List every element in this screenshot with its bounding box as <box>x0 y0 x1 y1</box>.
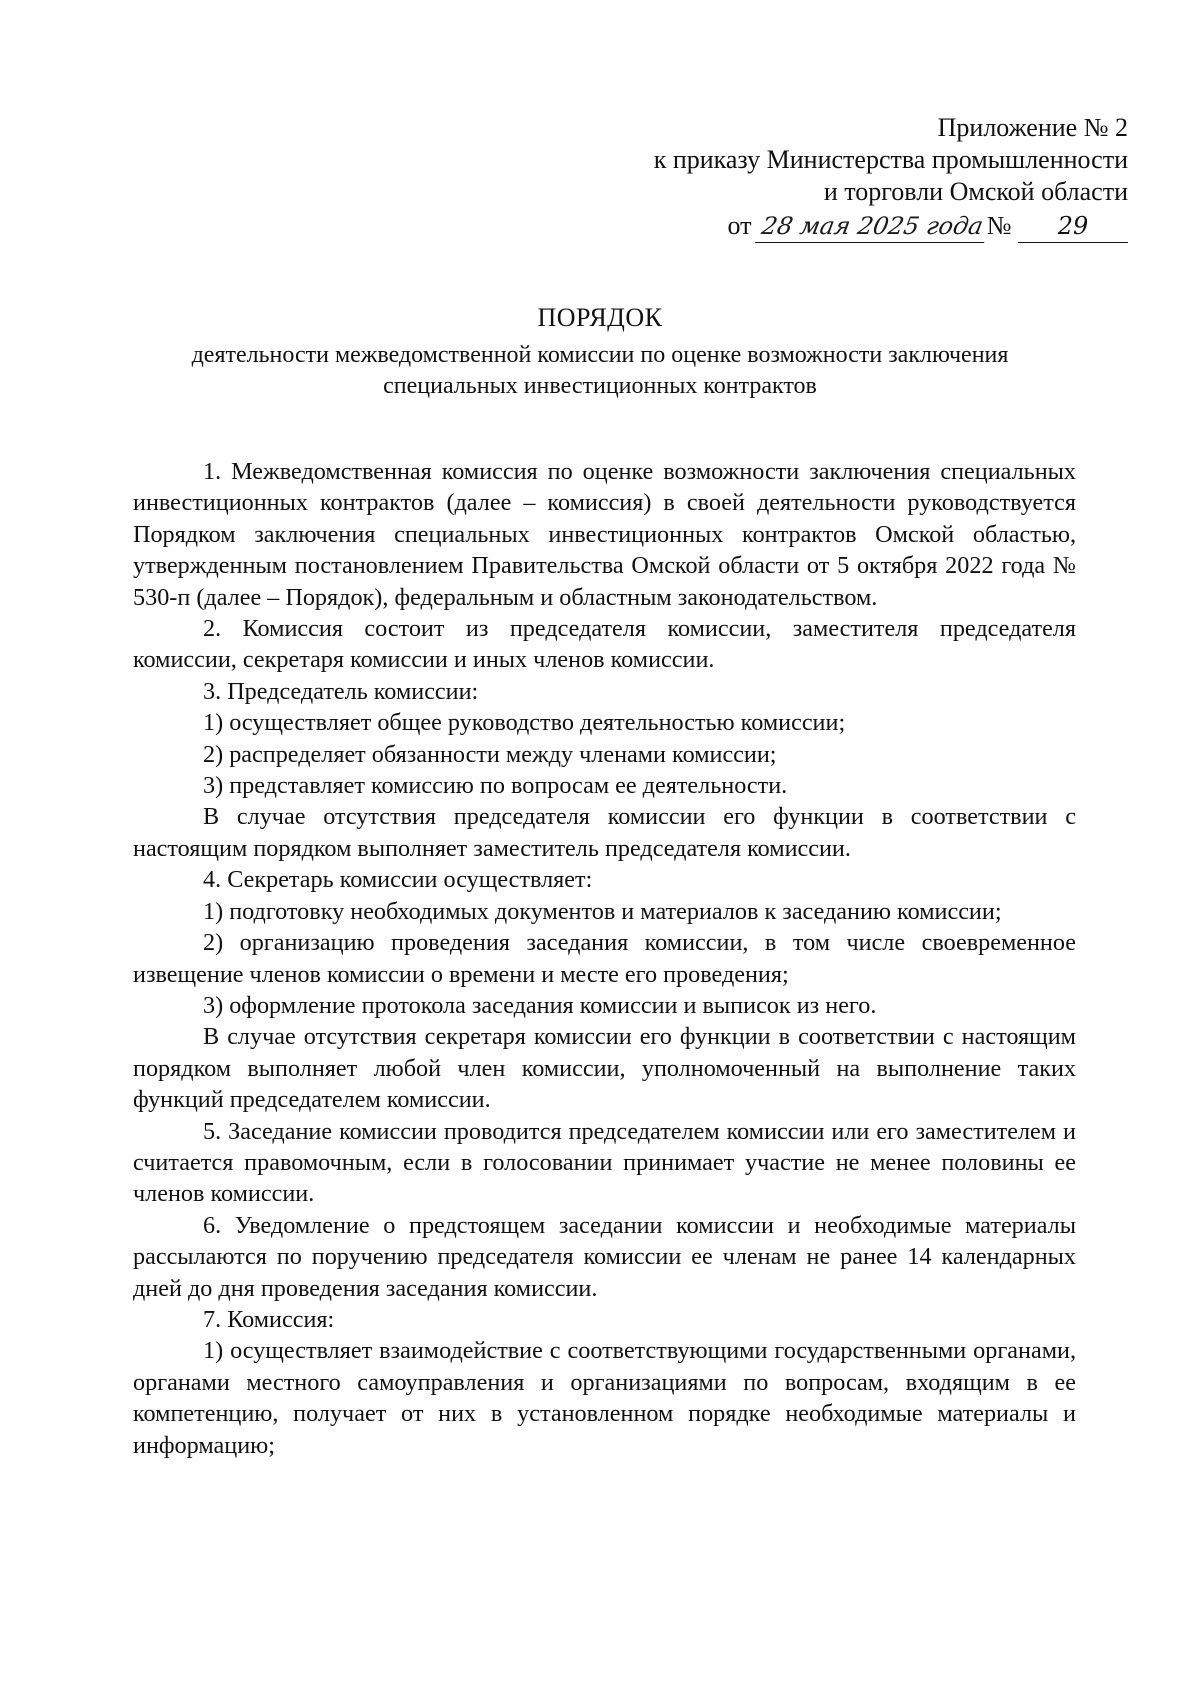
paragraph: 1) осуществляет взаимодействие с соответствующими государственными органами, органами местного самоуправления и организациями по вопросам, входящим в ее компетенцию, получает от них в установленном порядке необходимые материалы и информацию; <box>133 1337 1076 1459</box>
number-label: № <box>986 211 1012 240</box>
paragraph: 5. Заседание комиссии проводится председателем комиссии или его заместителем и считается правомочным, если в голосовании принимает участие не менее половины ее членов комиссии. <box>133 1117 1076 1208</box>
appendix-number: Приложение № 2 <box>937 113 1128 142</box>
paragraph: 4. Секретарь комиссии осуществляет: <box>203 866 593 894</box>
subtitle-line-2: специальных инвестиционных контрактов <box>383 373 817 399</box>
paragraph: 2) распределяет обязанности между членами комиссии; <box>203 740 777 768</box>
paragraph: 3) оформление протокола заседания комиссии и выписок из него. <box>203 991 877 1019</box>
paragraph: 6. Уведомление о предстоящем заседании комиссии и необходимые материалы рассылаются по поручению председателя комиссии ее членам не ранее 14 календарных дней до дня проведения заседания комиссии. <box>133 1211 1076 1302</box>
ministry-name: и торговли Омской области <box>823 177 1128 206</box>
paragraph: 2. Комиссия состоит из председателя комиссии, заместителя председателя комиссии, секретаря комиссии и иных членов комиссии. <box>133 615 1076 674</box>
paragraph: 1) осуществляет общее руководство деятельностью комиссии; <box>203 709 846 737</box>
date-prefix: от <box>727 211 752 240</box>
subtitle-line-1: деятельности межведомственной комиссии по оценке возможности заключения <box>191 342 1009 368</box>
title-block <box>120 302 1080 402</box>
order-date-line <box>654 210 1128 243</box>
document-body <box>133 456 1076 1461</box>
handwritten-date: 28 мая 2025 года <box>755 210 990 243</box>
paragraph: 2) организацию проведения заседания комиссии, в том числе своевременное извещение членов комиссии о времени и месте его проведения; <box>133 929 1076 988</box>
document-title: ПОРЯДОК <box>537 303 663 332</box>
paragraph: В случае отсутствия секретаря комиссии его функции в соответствии с настоящим порядком выполняет любой член комиссии, уполномоченный на выполнение таких функций председателем комиссии. <box>133 1023 1076 1114</box>
appendix-header <box>654 112 1128 243</box>
paragraph: 1. Межведомственная комиссия по оценке возможности заключения специальных инвестиционных контрактов (далее – комиссия) в своей деятельности руководствуется Порядком заключения специальных инвестиционных контрактов Омской областью, утвержденным постановлением Правительства Омской области от 5 октября 2022 года № 530-п (далее – Порядок), федеральным и областным законодательством. <box>133 458 1076 611</box>
paragraph: 3. Председатель комиссии: <box>203 677 479 705</box>
order-reference: к приказу Министерства промышленности <box>653 145 1128 174</box>
paragraph: 7. Комиссия: <box>203 1305 335 1333</box>
paragraph: В случае отсутствия председателя комиссии его функции в соответствии с настоящим порядком выполняет заместитель председателя комиссии. <box>133 803 1076 862</box>
document-subtitle <box>120 340 1080 402</box>
handwritten-order-number: 29 <box>1018 210 1128 243</box>
paragraph: 1) подготовку необходимых документов и материалов к заседанию комиссии; <box>203 897 1002 925</box>
paragraph: 3) представляет комиссию по вопросам ее деятельности. <box>203 772 788 800</box>
